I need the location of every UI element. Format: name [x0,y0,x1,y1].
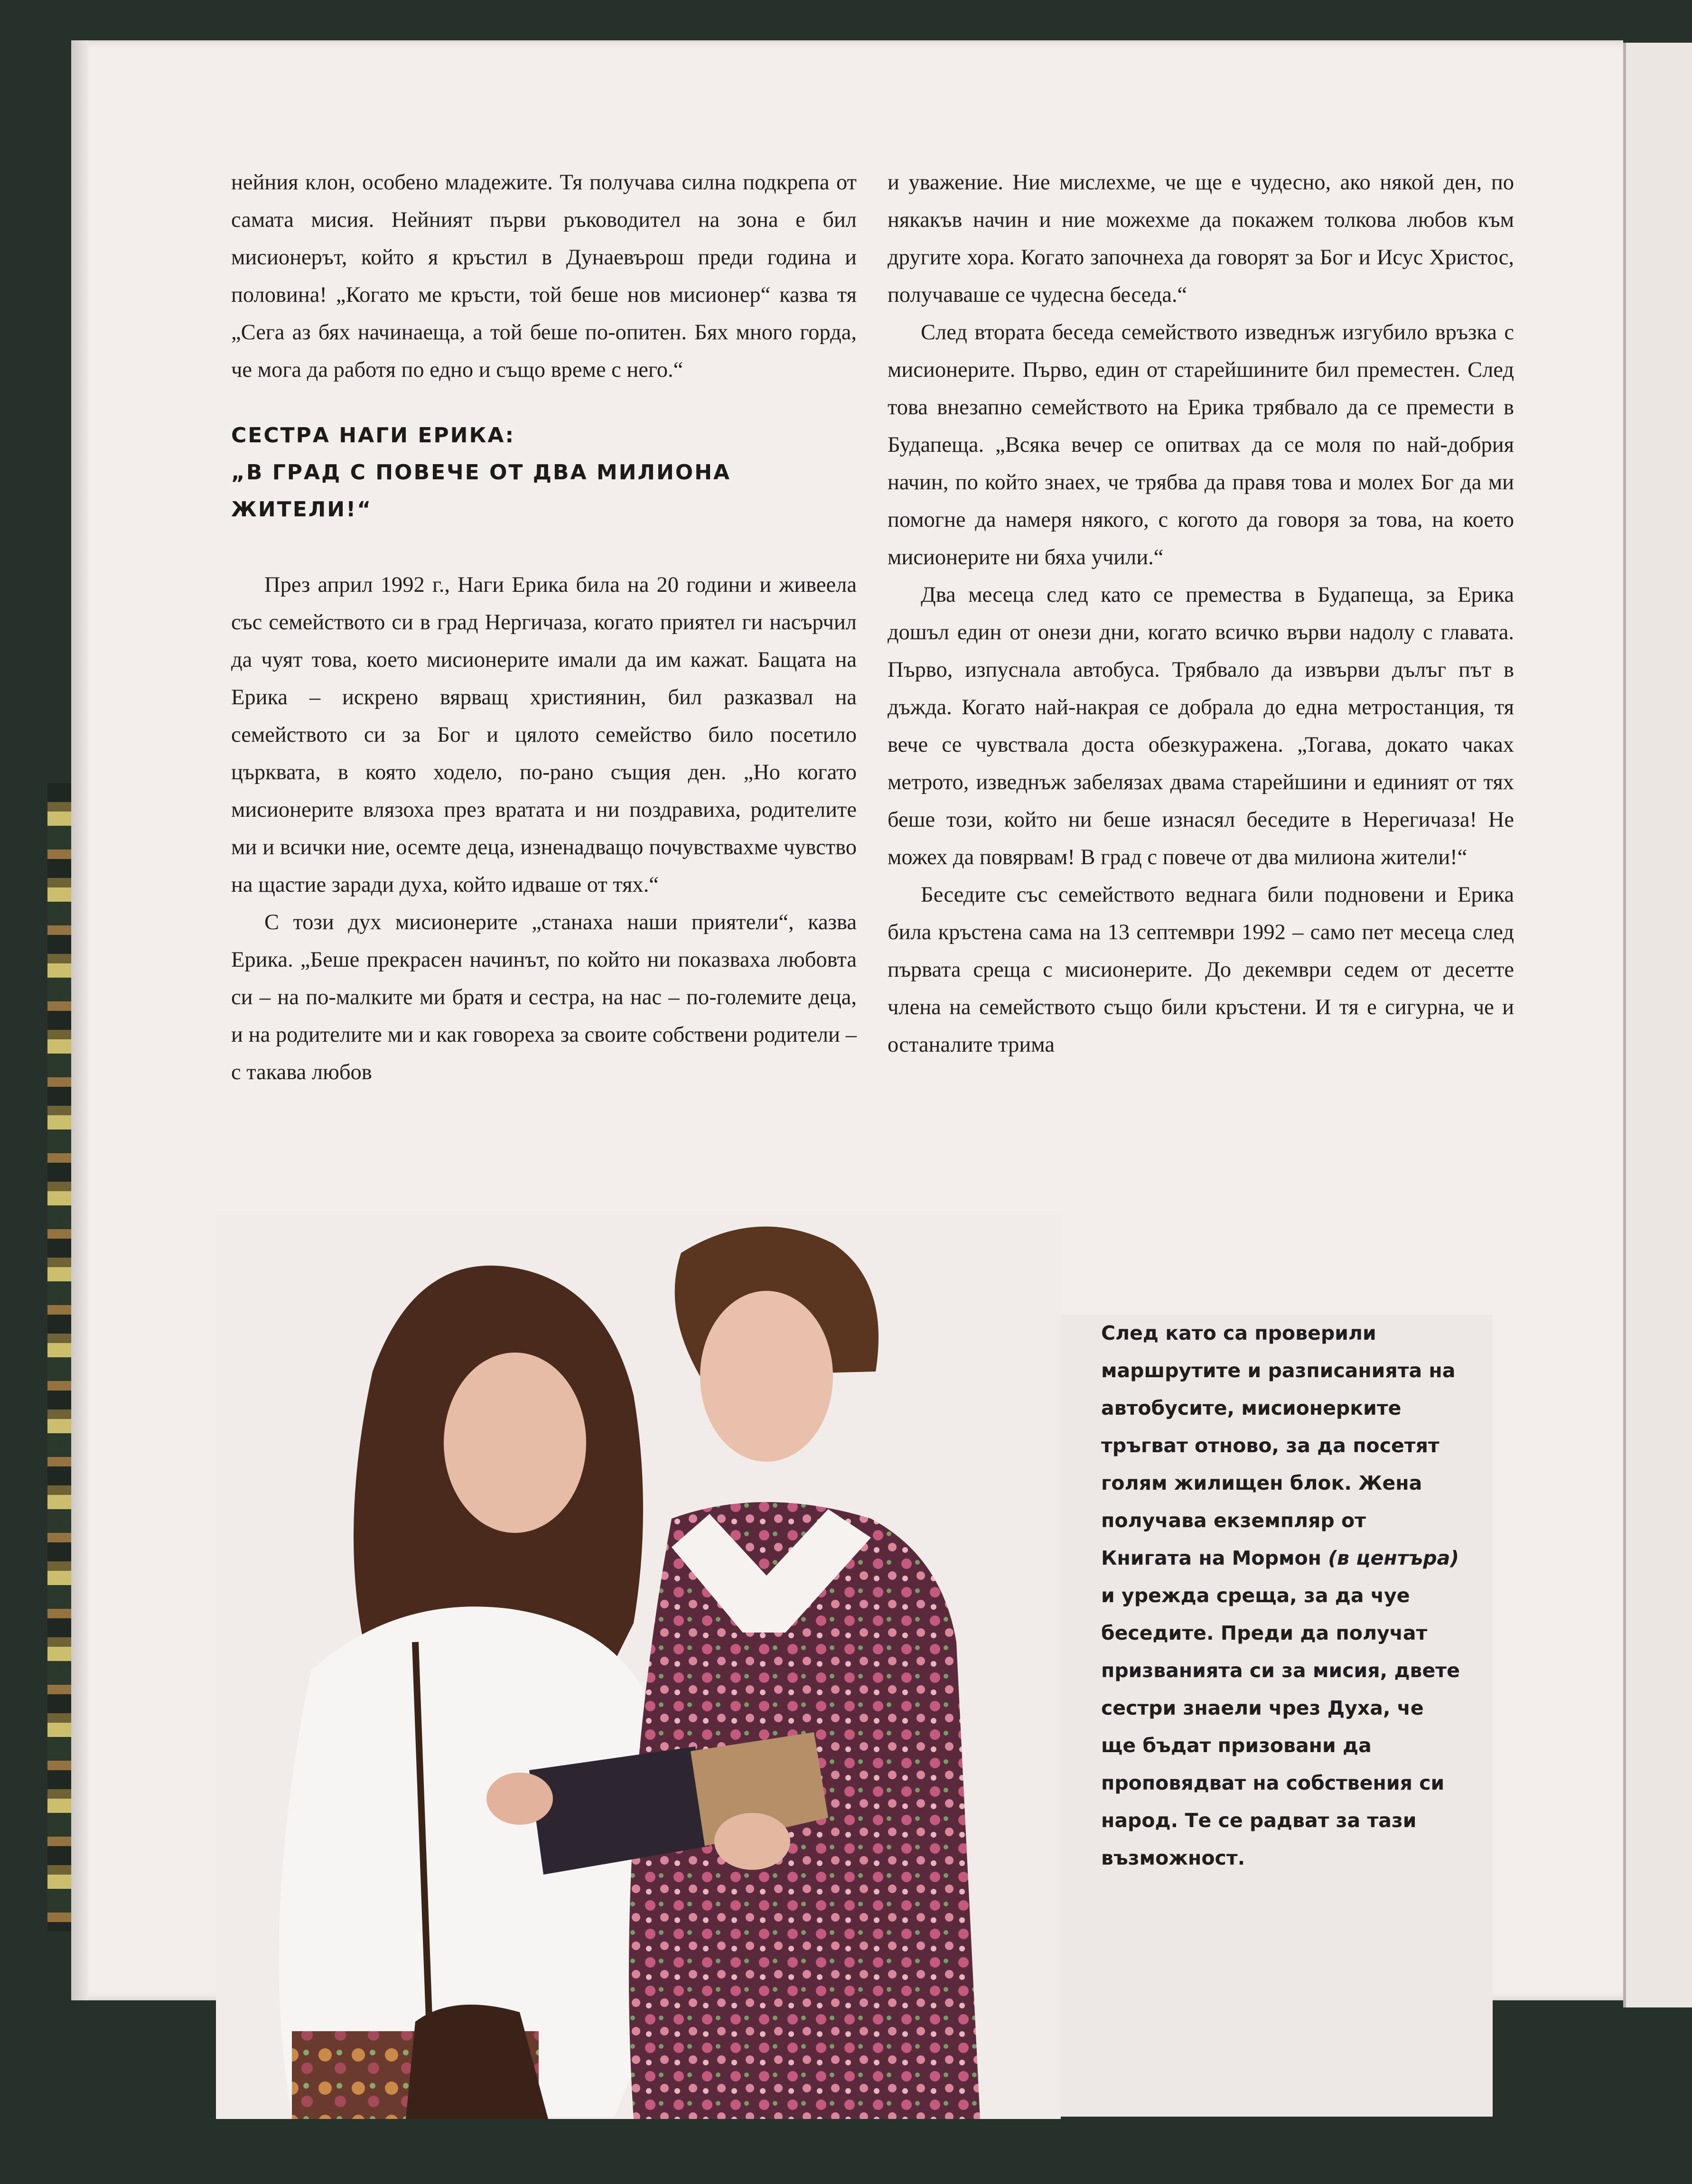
two-missionaries-photo [216,1215,1061,2119]
photo-caption [1101,1315,1462,1877]
heading-line-2: „В ГРАД С ПОВЕЧЕ ОТ ДВА МИЛИОНА ЖИТЕЛИ!“ [231,460,731,522]
caption-text: След като са проверили маршрутите и разписанията на автобусите, мисионерките тръгват отново, за да посетят голям жилищен блок. Жена получава екземпляр от Книгата на Мормон [1101,1322,1456,1569]
page-spine [71,40,88,2000]
heading-line-1: СЕСТРА НАГИ ЕРИКА: [231,423,515,448]
paragraph: нейния клон, особено младежите. Тя получава силна подкрепа от самата мисия. Нейният първи ръководител на зона е бил мисионерът, който я кръстил в Дунаевърош преди година и половина! „Когато ме кръсти, той беше нов мисионер“ казва тя „Сега аз бях начинаеща, а той беше по-опитен. Бях много горда, че мога да работя по едно и също време с него.“ [231,170,857,382]
paragraph: Два месеца след като се премества в Будапеща, за Ерика дошъл един от онези дни, когато всичко върви надолу с главата. Първо, изпуснала автобуса. Трябвало да извърви дълъг път в дъжда. Когато най-накрая се добрала до една метростанция, тя вече се чувствала доста обезкуражена. „Тогава, докато чаках метрото, изведнъж забелязах двама старейшини и единият от тях беше този, който ни беше изнасял беседите в Нерегичаза! Не можех да повярвам! В град с повече от два милиона жители!“ [888,583,1514,869]
left-column [231,164,857,1091]
paragraph: С този дух мисионерите „станаха наши приятели“, казва Ерика. „Беше прекрасен начинът, по който ни показваха любовта си – на по-малките ми братя и сестра, на нас – по-големите деца, и на родителите ми и как говореха за своите собствени родители – с такава любов [231,910,857,1084]
paragraph: След втората беседа семейството изведнъж изгубило връзка с мисионерите. Първо, един от старейшините бил преместен. След това внезапно семейството на Ерика трябвало да се премести в Будапеща. „Всяка вечер се опитвах да се моля по най-добрия начин, по който знаех, че трябва да правя това и молех Бог да ми помогне да намеря някого, с когото да говоря за това, на което мисионерите ни бяха учили.“ [888,320,1514,569]
caption-italic: (в центъра) [1328,1547,1459,1569]
paragraph: Беседите със семейството веднага били подновени и Ерика била кръстена сама на 13 септември 1992 – само пет месеца след първата среща с мисионерите. До декември седем от десетте члена на семейството също били кръстени. И тя е сигурна, че и останалите трима [888,883,1514,1057]
section-heading [231,417,857,528]
caption-text-end: и урежда среща, за да чуе беседите. Преди да получат призванията си за мисия, двете сестри знаели чрез Духа, че ще бъдат призовани да проповядват на собствения си народ. Те се радват за тази възможност. [1101,1584,1460,1869]
paragraph: и уважение. Ние мислехме, че ще е чудесно, ако някой ден, по някакъв начин и ние можехме да покажем толкова любов към другите хора. Когато започнеха да говорят за Бог и Исус Христос, получаваше се чудесна беседа.“ [888,170,1514,307]
paragraph: През април 1992 г., Наги Ерика била на 20 години и живеела със семейството си в град Нергичаза, когато приятел ги насърчил да чуят това, което мисионерите имали да им кажат. Бащата на Ерика – искрено вярващ християнин, бил разказвал на семейството си за Бог и цялото семейство било посетило църквата, в която ходело, по-рано същия ден. „Но когато мисионерите влязоха през вратата и ни поздравиха, родителите ми и всички ние, осемте деца, изненадващо почувствахме чувство на щастие заради духа, който идваше от тях.“ [231,573,857,897]
right-column [888,164,1514,1064]
next-page-edge [1623,43,1692,2007]
